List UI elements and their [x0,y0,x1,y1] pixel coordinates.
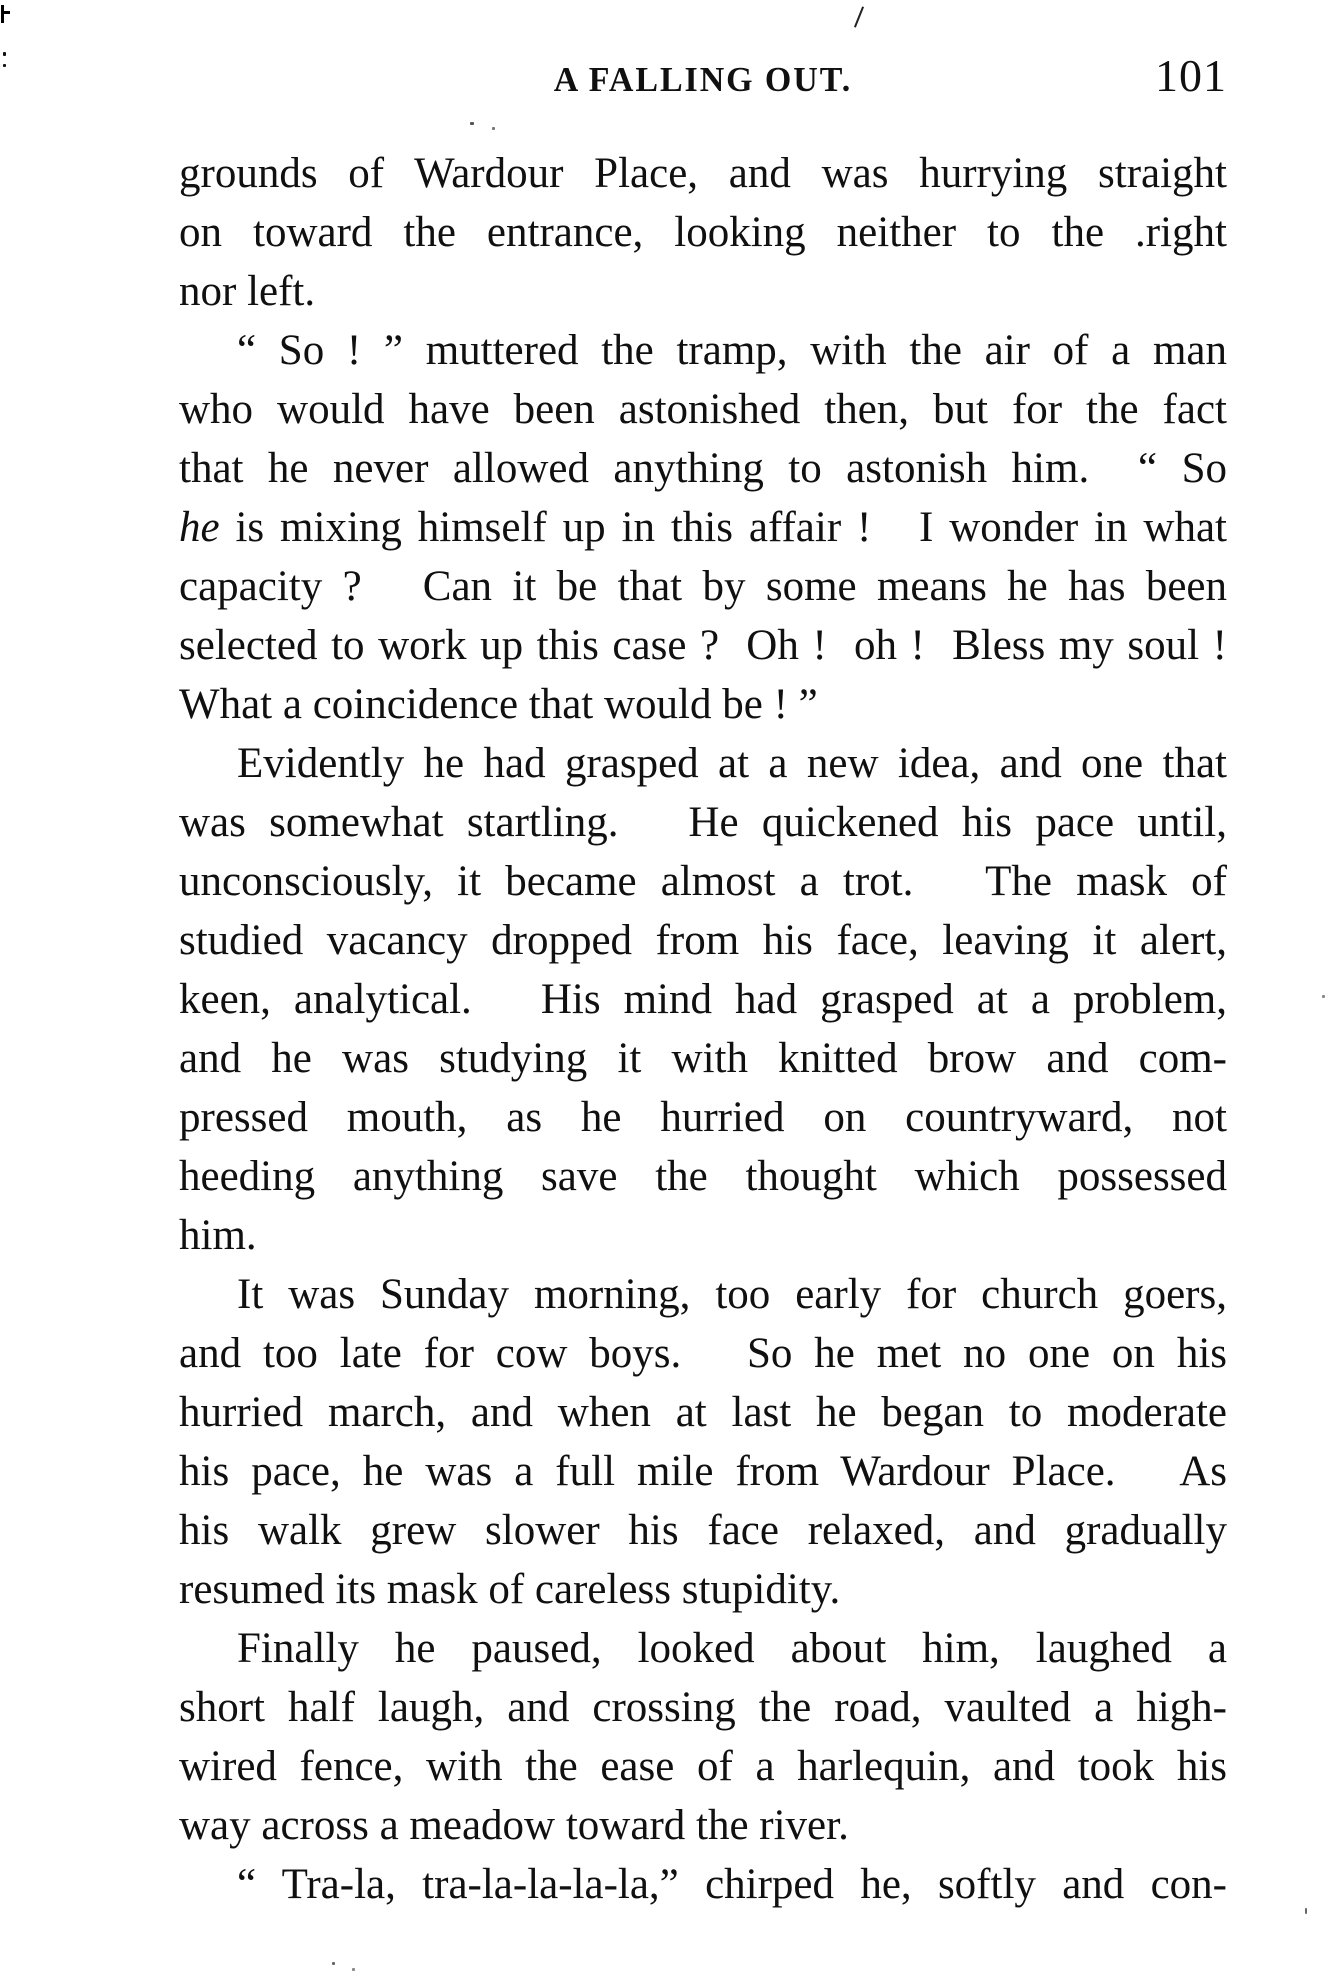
scan-artifact [470,122,474,125]
paragraph [179,1855,1227,1914]
italic-word: he [179,504,220,551]
text-line: “ Tra-la, tra-la-la-la-la,” chirped he, softly and con- [237,1861,1227,1908]
text-line: Finally he paused, looked about him, laughed a [237,1625,1227,1672]
text-line: “ So ! ” muttered the tramp, with the air of a man [237,327,1227,374]
text-line: his pace, he was a full mile from Wardour Place. As [179,1448,1227,1495]
scan-artifact [1305,1908,1307,1914]
scan-artifact [352,1968,355,1971]
text-line: heeding anything save the thought which possessed [179,1153,1227,1200]
text-line: him. [179,1212,257,1259]
scan-artifact [3,52,6,56]
text-line: who would have been astonished then, but for the fact [179,386,1227,433]
scan-artifact [492,127,495,130]
text-line: that he never allowed anything to astonish him. “ So [179,445,1227,492]
text-line: and too late for cow boys. So he met no one on his [179,1330,1227,1377]
text-line: grounds of Wardour Place, and was hurrying straight [179,150,1227,197]
text-line: pressed mouth, as he hurried on countryward, not [179,1094,1227,1141]
paragraph [179,734,1227,1265]
scan-artifact [3,64,6,67]
text-span: is mixing himself up in this affair ! I wonder in what [219,504,1227,551]
text-line: resumed its mask of careless stupidity. [179,1566,841,1613]
text-line: nor left. [179,268,316,315]
scan-artifact [1322,995,1325,998]
text-line: and he was studying it with knitted brow and com- [179,1035,1227,1082]
page-body-text [179,144,1227,1914]
text-line: unconsciously, it became almost a trot. The mask of [179,858,1227,905]
text-line: keen, analytical. His mind had grasped at a problem, [179,976,1227,1023]
text-line: studied vacancy dropped from his face, leaving it alert, [179,917,1227,964]
text-line: was somewhat startling. He quickened his pace until, [179,799,1227,846]
text-line: his walk grew slower his face relaxed, and gradually [179,1507,1227,1554]
paragraph [179,1265,1227,1619]
text-line: hurried march, and when at last he began to moderate [179,1389,1227,1436]
page-number: 101 [1155,50,1227,101]
text-line: It was Sunday morning, too early for church goers, [237,1271,1227,1318]
paragraph [179,321,1227,734]
running-header-title: A FALLING OUT. [553,60,853,99]
text-line: wired fence, with the ease of a harlequin, and took his [179,1743,1227,1790]
text-line: on toward the entrance, looking neither to the .right [179,209,1227,256]
text-line: Evidently he had grasped at a new idea, and one that [237,740,1227,787]
text-line [179,498,1227,557]
paragraph [179,144,1227,321]
text-line: short half laugh, and crossing the road, vaulted a high- [179,1684,1227,1731]
running-header [179,0,1227,110]
text-line: way across a meadow toward the river. [179,1802,849,1849]
paragraph [179,1619,1227,1855]
text-line: selected to work up this case ? Oh ! oh ! Bless my soul ! [179,622,1227,669]
text-line: What a coincidence that would be ! ” [179,681,818,728]
scan-artifact [1,5,4,23]
text-line: capacity ? Can it be that by some means he has been [179,563,1227,610]
scan-artifact [332,1962,335,1965]
